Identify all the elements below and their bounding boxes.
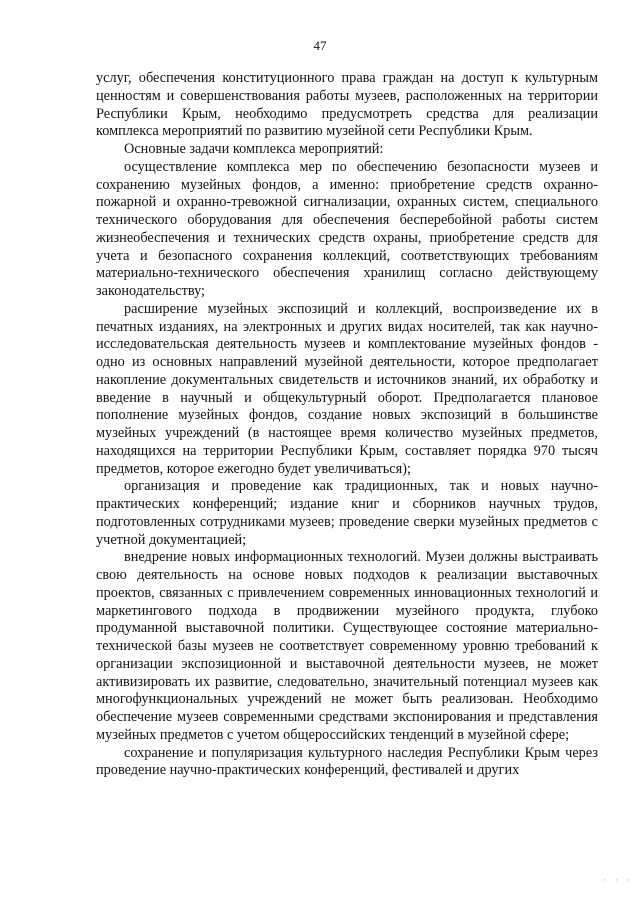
paragraph-technologies: внедрение новых информационных технологий. Музеи должны выстраивать свою деятельность на основе новых подходов к реализации выставочных проектов, связанных с привлечением современных инновационных технологий и маркетингового подхода в продвижении музейного продукта, глубоко продуманной выставочной политики. Существующее состояние материально-технической базы музеев не соответствует современному уровню требований к организации экспозиционной и выставочной деятельности музеев, не может активизировать их развитие, следовательно, значительный потенциал музеев как многофункциональных учреждений не может быть реализован. Необходимо обеспечение музеев современными средствами экспонирования и представления музейных предметов с учетом общероссийских тенденций в музейной сфере;	[96, 549, 598, 743]
body-text	[96, 70, 598, 780]
scan-artifact-dots: · · ·	[603, 875, 632, 885]
paragraph-continuation: услуг, обеспечения конституционного права граждан на доступ к культурным ценностям и совершенствования работы музеев, расположенных на территории Республики Крым, необходимо предусмотреть средства для реализации комплекса мероприятий по развитию музейной сети Республики Крым.	[96, 70, 598, 140]
paragraph-heritage: сохранение и популяризация культурного наследия Республики Крым через проведение научно-практических конференций, фестивалей и других	[96, 744, 598, 779]
paragraph-expositions: расширение музейных экспозиций и коллекций, воспроизведение их в печатных изданиях, на электронных и других видах носителей, так как научно-исследовательская деятельность музеев и комплектование музейных фондов - одно из основных направлений музейной деятельности, которое предполагает накопление документальных свидетельств и источников знаний, их обработку и введение в научный и общекультурный оборот. Предполагается плановое пополнение музейных фондов, создание новых экспозиций в большинстве музейных учреждений (в настоящее время количество музейных предметов, находящихся на территории Республики Крым, составляет порядка 970 тысяч предметов, которое ежегодно будет увеличиваться);	[96, 300, 598, 477]
paragraph-security: осуществление комплекса мер по обеспечению безопасности музеев и сохранению музейных фондов, а именно: приобретение средств охранно-пожарной и охранно-тревожной сигнализации, охранных систем, специального технического оборудования для обеспечения бесперебойной работы систем жизнеобеспечения и технических средств охраны, приобретение средств для учета и безопасного сохранения коллекций, соответствующих требованиям материально-технического обеспечения хранилищ согласно действующему законодательству;	[96, 158, 598, 299]
paragraph-conferences: организация и проведение как традиционных, так и новых научно-практических конференций; издание книг и сборников научных трудов, подготовленных сотрудниками музеев; проведение сверки музейных предметов с учетной документацией;	[96, 478, 598, 548]
page-number: 47	[313, 38, 327, 53]
paragraph-tasks-heading: Основные задачи комплекса мероприятий:	[124, 141, 384, 157]
